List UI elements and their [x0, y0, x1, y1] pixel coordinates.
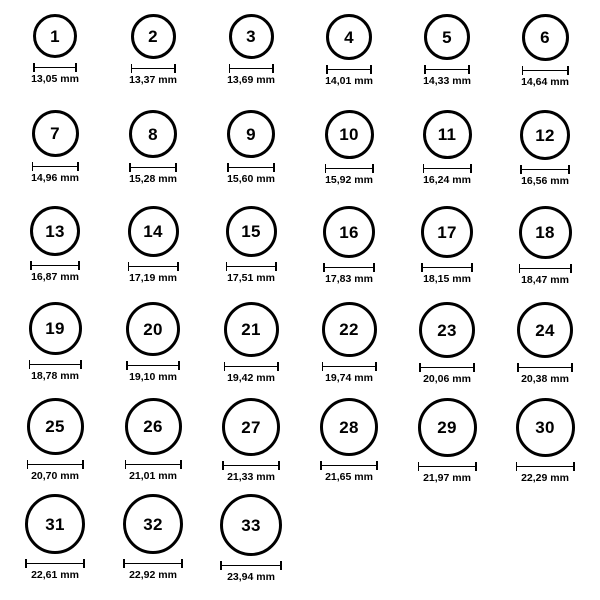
ring-circle [326, 14, 372, 60]
diameter-label: 15,28 mm [129, 173, 177, 185]
ring-circle [226, 206, 277, 257]
ring-size-label: 18 [535, 223, 555, 242]
ring-circle [522, 14, 569, 61]
diameter-measure-line [229, 64, 274, 73]
diameter-measure-line [326, 65, 372, 74]
diameter-label: 14,96 mm [31, 172, 79, 184]
ring-size-label: 25 [45, 417, 65, 436]
diameter-measure-line [520, 165, 570, 174]
ring-size-label: 22 [339, 320, 359, 339]
ring-size-cell [300, 302, 398, 398]
ring-circle [123, 494, 183, 554]
ring-circle [516, 398, 575, 457]
ring-size-label: 9 [246, 124, 256, 144]
ring-size-label: 29 [437, 418, 457, 437]
diameter-measure-line [227, 163, 275, 172]
diameter-label: 14,64 mm [521, 76, 569, 88]
ring-size-cell [6, 206, 104, 302]
diameter-measure-line [27, 460, 84, 469]
ring-size-label: 20 [143, 319, 163, 339]
diameter-measure-line [25, 559, 85, 568]
diameter-label: 15,92 mm [325, 174, 373, 186]
ring-size-label: 11 [437, 125, 457, 144]
ring-circle [325, 110, 374, 159]
diameter-label: 21,65 mm [325, 471, 373, 483]
ring-circle [32, 110, 79, 157]
diameter-label: 18,78 mm [31, 370, 79, 382]
ring-size-cell [202, 494, 300, 590]
diameter-label: 19,74 mm [325, 372, 373, 384]
ring-circle [222, 398, 280, 456]
ring-size-cell [496, 14, 594, 110]
ring-circle [29, 302, 82, 355]
ring-circle [224, 302, 279, 357]
ring-size-grid [6, 14, 594, 590]
ring-circle [519, 206, 572, 259]
ring-size-cell [104, 110, 202, 206]
ring-size-label: 33 [241, 515, 261, 535]
ring-size-label: 23 [437, 320, 457, 340]
ring-size-cell [6, 14, 104, 110]
diameter-measure-line [126, 361, 180, 370]
ring-size-cell [496, 302, 594, 398]
diameter-measure-line [129, 163, 177, 172]
ring-circle [220, 494, 282, 556]
diameter-measure-line [517, 363, 573, 372]
ring-size-label: 28 [339, 417, 359, 437]
ring-size-cell [398, 206, 496, 302]
ring-size-cell [300, 110, 398, 206]
ring-size-label: 10 [339, 125, 359, 144]
ring-size-label: 16 [339, 222, 359, 242]
ring-size-label: 31 [45, 514, 65, 534]
diameter-label: 21,33 mm [227, 471, 275, 483]
ring-circle [227, 110, 275, 158]
ring-size-label: 32 [143, 514, 163, 534]
ring-circle [517, 302, 573, 358]
diameter-label: 13,37 mm [129, 74, 177, 86]
diameter-measure-line [123, 559, 183, 568]
diameter-label: 13,69 mm [227, 74, 275, 86]
diameter-label: 22,29 mm [521, 472, 569, 484]
ring-circle [128, 206, 179, 257]
diameter-measure-line [222, 461, 280, 470]
diameter-measure-line [128, 262, 179, 271]
ring-size-label: 3 [246, 27, 256, 46]
ring-size-label: 24 [535, 320, 555, 340]
diameter-measure-line [516, 462, 575, 471]
ring-size-cell [496, 206, 594, 302]
diameter-label: 17,51 mm [227, 272, 275, 284]
ring-size-label: 7 [50, 124, 60, 143]
ring-size-cell [202, 398, 300, 494]
diameter-label: 18,47 mm [521, 274, 569, 286]
diameter-measure-line [419, 363, 475, 372]
ring-circle [322, 302, 377, 357]
ring-size-cell [104, 494, 202, 590]
diameter-measure-line [421, 263, 473, 272]
diameter-measure-line [29, 360, 82, 369]
diameter-measure-line [131, 64, 176, 73]
ring-size-label: 6 [540, 28, 550, 47]
ring-size-label: 12 [535, 125, 555, 145]
ring-circle [323, 206, 375, 258]
diameter-measure-line [32, 162, 79, 171]
ring-size-label: 13 [45, 221, 65, 241]
ring-circle [419, 302, 475, 358]
diameter-measure-line [519, 264, 572, 273]
ring-circle [30, 206, 80, 256]
diameter-label: 17,19 mm [129, 272, 177, 284]
diameter-label: 14,01 mm [325, 75, 373, 87]
diameter-label: 21,01 mm [129, 470, 177, 482]
diameter-measure-line [423, 164, 472, 173]
ring-size-label: 5 [442, 27, 452, 47]
diameter-label: 19,10 mm [129, 371, 177, 383]
ring-circle [131, 14, 176, 59]
diameter-label: 22,92 mm [129, 569, 177, 581]
ring-circle [125, 398, 182, 455]
ring-circle [520, 110, 570, 160]
ring-size-label: 1 [50, 26, 60, 46]
ring-size-cell [6, 494, 104, 590]
ring-size-cell [202, 206, 300, 302]
ring-size-label: 4 [344, 27, 354, 47]
ring-size-cell [202, 110, 300, 206]
ring-circle [418, 398, 477, 457]
diameter-label: 15,60 mm [227, 173, 275, 185]
diameter-label: 20,06 mm [423, 373, 471, 385]
ring-circle [423, 110, 472, 159]
ring-circle [424, 14, 470, 60]
ring-size-label: 21 [241, 320, 261, 339]
ring-size-cell [202, 14, 300, 110]
ring-size-cell [202, 302, 300, 398]
ring-size-cell [300, 14, 398, 110]
ring-circle [126, 302, 180, 356]
diameter-measure-line [320, 461, 378, 470]
ring-circle [421, 206, 473, 258]
ring-size-cell [496, 398, 594, 494]
diameter-measure-line [125, 460, 182, 469]
ring-size-cell [300, 206, 398, 302]
ring-size-cell [398, 302, 496, 398]
ring-circle [33, 14, 77, 58]
ring-size-cell [104, 14, 202, 110]
ring-size-label: 14 [143, 222, 163, 241]
ring-size-label: 27 [241, 417, 261, 437]
diameter-label: 21,97 mm [423, 472, 471, 484]
diameter-measure-line [220, 561, 282, 570]
diameter-measure-line [30, 261, 80, 270]
diameter-label: 23,94 mm [227, 571, 275, 583]
diameter-measure-line [323, 263, 375, 272]
ring-size-cell [104, 206, 202, 302]
ring-size-label: 17 [437, 222, 457, 242]
diameter-measure-line [424, 65, 470, 74]
ring-circle [229, 14, 274, 59]
diameter-label: 13,05 mm [31, 73, 79, 85]
diameter-label: 17,83 mm [325, 273, 373, 285]
ring-size-cell [104, 302, 202, 398]
ring-size-cell [6, 110, 104, 206]
ring-size-label: 15 [241, 222, 261, 241]
diameter-label: 18,15 mm [423, 273, 471, 285]
diameter-label: 19,42 mm [227, 372, 275, 384]
ring-size-cell [398, 14, 496, 110]
diameter-label: 16,87 mm [31, 271, 79, 283]
ring-size-cell [398, 398, 496, 494]
diameter-label: 14,33 mm [423, 75, 471, 87]
diameter-label: 22,61 mm [31, 569, 79, 581]
ring-circle [320, 398, 378, 456]
ring-size-cell [398, 110, 496, 206]
ring-circle [25, 494, 85, 554]
ring-size-label: 8 [148, 124, 158, 144]
ring-size-label: 2 [148, 27, 158, 46]
diameter-measure-line [322, 362, 377, 371]
diameter-label: 16,56 mm [521, 175, 569, 187]
diameter-measure-line [325, 164, 374, 173]
diameter-measure-line [522, 66, 569, 75]
ring-circle [27, 398, 84, 455]
diameter-measure-line [224, 362, 279, 371]
ring-size-cell [6, 302, 104, 398]
diameter-label: 20,38 mm [521, 373, 569, 385]
ring-size-label: 19 [45, 319, 65, 338]
ring-size-cell [496, 110, 594, 206]
ring-circle [129, 110, 177, 158]
diameter-label: 20,70 mm [31, 470, 79, 482]
ring-size-cell [104, 398, 202, 494]
ring-size-cell [6, 398, 104, 494]
ring-size-label: 30 [535, 418, 555, 437]
ring-size-label: 26 [143, 417, 163, 436]
diameter-label: 16,24 mm [423, 174, 471, 186]
ring-size-cell [300, 398, 398, 494]
diameter-measure-line [226, 262, 277, 271]
diameter-measure-line [33, 63, 77, 72]
diameter-measure-line [418, 462, 477, 471]
